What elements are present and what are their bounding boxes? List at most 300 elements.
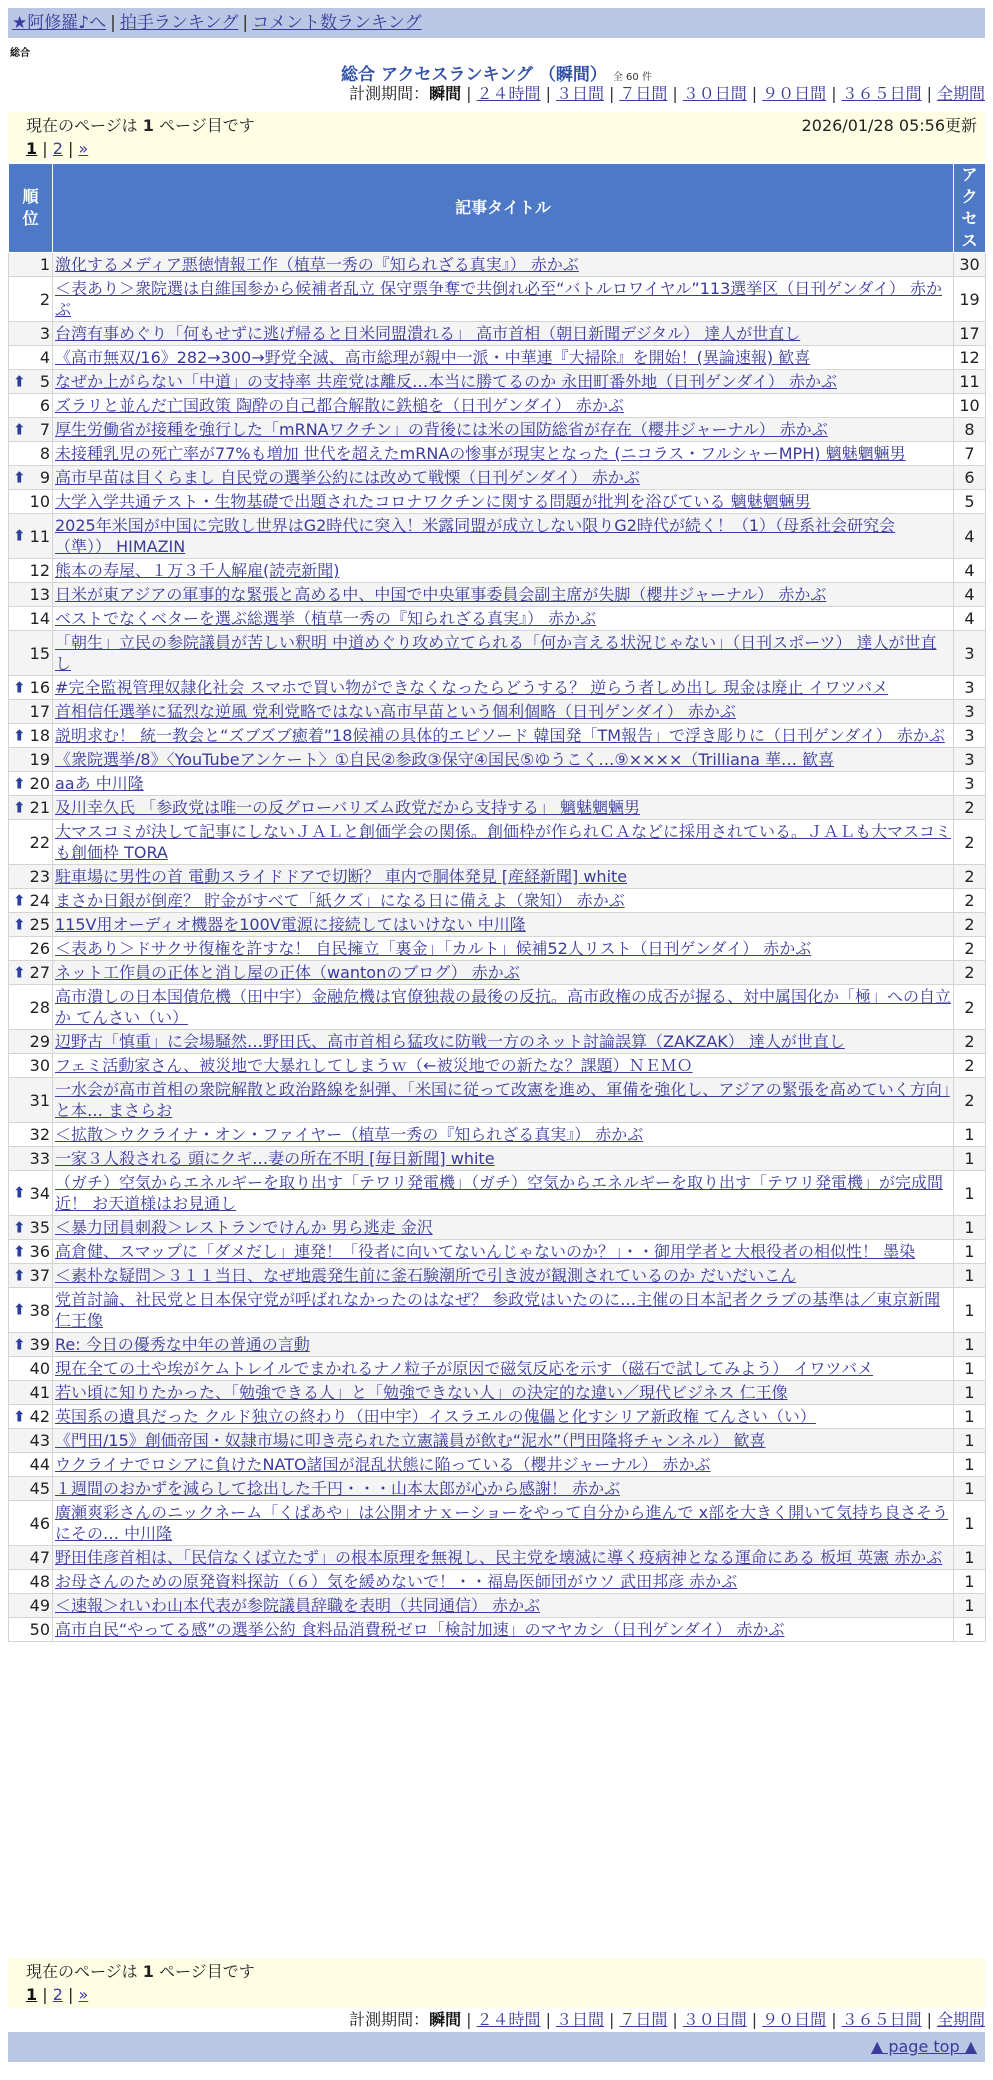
article-title-link[interactable]: ＜拡散＞ウクライナ・オン・ファイヤー（植草一秀の『知られざる真実』） 赤かぶ xyxy=(55,1125,644,1144)
table-row xyxy=(9,820,986,865)
article-title-link[interactable]: ＜素朴な疑問＞３１１当日、なぜ地震発生前に釜石験潮所で引き波が観測されているのか だいだいこん xyxy=(55,1266,797,1285)
article-title-link[interactable]: #完全監視管理奴隷化社会 スマホで買い物ができなくなったらどうする？ 逆らう者しめ出し 現金は廃止 イワツバメ xyxy=(55,678,889,697)
table-row xyxy=(9,1381,986,1405)
article-title-link[interactable]: 日米が東アジアの軍事的な緊張と高める中、中国で中央軍事委員会副主席が失脚（櫻井ジャーナル） 赤かぶ xyxy=(55,585,827,604)
article-title-link[interactable]: 野田佳彦首相は、「民信なくば立たず」の根本原理を無視し、民主党を壊滅に導く疫病神となる運命にある 板垣 英憲 赤かぶ xyxy=(55,1548,943,1567)
article-title-link[interactable]: aaあ 中川隆 xyxy=(55,774,144,793)
top-nav-applause-ranking-link[interactable]: 拍手ランキング xyxy=(119,13,239,33)
access-cell: 2 xyxy=(954,1030,986,1054)
period-sep: | xyxy=(751,2010,758,2029)
table-row xyxy=(9,466,986,490)
page-info-bottom xyxy=(8,1958,985,2008)
rank-cell xyxy=(9,913,53,937)
item-count: 全 60 件 xyxy=(612,72,652,83)
title-cell xyxy=(53,277,954,322)
title-cell xyxy=(53,985,954,1030)
period-sep: | xyxy=(831,2010,837,2029)
article-title-link[interactable]: 高市早苗は目くらまし 自民党の選挙公約には改めて戦慄（日刊ゲンダイ） 赤かぶ xyxy=(55,468,640,487)
title-cell xyxy=(53,937,954,961)
table-row xyxy=(9,277,986,322)
article-title-link[interactable]: 及川幸久氏 「参政党は唯一の反グローバリズム政党だから支持する」 魑魅魍魎男 xyxy=(55,798,641,817)
article-title-link[interactable]: 高市潰しの日本国債危機（田中宇）金融危機は官僚独裁の最後の反抗。高市政権の成否が握る、対中属国化か「極」への自立か てんさい（い） xyxy=(55,987,952,1027)
page-info-number: 1 xyxy=(142,116,154,135)
page-info-line xyxy=(26,1960,967,1983)
rank-number: 47 xyxy=(29,1548,50,1567)
table-row xyxy=(9,676,986,700)
title-cell xyxy=(53,631,954,676)
up-arrow-icon: ⬆ xyxy=(13,726,26,744)
rank-cell xyxy=(9,1429,53,1453)
rank-cell xyxy=(9,1240,53,1264)
article-title-link[interactable]: ＜暴力団員刺殺＞レストランでけんか 男ら逃走 金沢 xyxy=(55,1218,433,1237)
access-cell: 6 xyxy=(954,466,986,490)
title-cell xyxy=(53,253,954,277)
rank-cell xyxy=(9,1405,53,1429)
article-title-link[interactable]: ＜速報＞れいわ山本代表が参院議員辞職を表明（共同通信） 赤かぶ xyxy=(55,1596,541,1615)
article-title-link[interactable]: 《高市無双/16》282→300→野党全滅、高市総理が親中一派・中華連『大掃除』を開始！(異論速報) 歓喜 xyxy=(55,348,811,367)
table-row xyxy=(9,583,986,607)
up-arrow-icon: ⬆ xyxy=(13,891,26,909)
table-row xyxy=(9,1264,986,1288)
article-title-link[interactable]: 廣瀬爽彩さんのニックネーム「くぱあや」は公開オナｘーショーをやって自分から進んで x部を大きく開いて気持ち良さそうにその… 中川隆 xyxy=(55,1503,949,1543)
page-link[interactable]: » xyxy=(78,139,89,158)
period-label: 計測期間： xyxy=(349,2010,430,2029)
article-title-link[interactable]: 熊本の寿屋、１万３千人解雇(読売新聞) xyxy=(55,561,340,580)
rank-number: 5 xyxy=(39,372,50,391)
up-arrow-icon: ⬆ xyxy=(13,798,26,816)
table-row xyxy=(9,607,986,631)
rank-cell xyxy=(9,277,53,322)
table-row xyxy=(9,418,986,442)
rank-number: 38 xyxy=(29,1300,50,1320)
access-cell: 8 xyxy=(954,418,986,442)
table-row xyxy=(9,1240,986,1264)
title-cell xyxy=(53,583,954,607)
access-cell: 4 xyxy=(954,559,986,583)
access-cell: 2 xyxy=(954,796,986,820)
rank-cell xyxy=(9,676,53,700)
article-title-link[interactable]: 首相信任選挙に猛烈な逆風 党利党略ではない高市早苗という個利個略（日刊ゲンダイ） 赤かぶ xyxy=(55,702,736,721)
up-arrow-icon: ⬆ xyxy=(13,420,26,438)
access-cell: 1 xyxy=(954,1264,986,1288)
up-arrow-icon: ⬆ xyxy=(13,372,26,390)
table-row xyxy=(9,748,986,772)
table-row xyxy=(9,1216,986,1240)
rank-cell xyxy=(9,370,53,394)
rank-cell xyxy=(9,490,53,514)
period-option-link[interactable]: ２４時間 xyxy=(476,2010,541,2029)
page-title xyxy=(0,60,993,85)
article-title-link[interactable]: 115V用オーディオ機器を100V電源に接続してはいけない 中川隆 xyxy=(55,915,526,934)
rank-cell xyxy=(9,1501,53,1546)
period-sep: | xyxy=(751,84,758,103)
period-option-link[interactable]: ３日間 xyxy=(555,2010,604,2029)
rank-number: 46 xyxy=(29,1513,50,1533)
page-link[interactable]: » xyxy=(78,1985,89,2004)
nav-sep: | xyxy=(242,13,249,33)
page-info-suffix: ページ目です xyxy=(159,1962,255,1981)
article-title-link[interactable]: 一家３人殺される 頭にクギ…妻の所在不明 [毎日新聞] white xyxy=(55,1149,495,1168)
rank-cell xyxy=(9,583,53,607)
article-title-link[interactable]: なぜか上がらない「中道」の支持率 共産党は離反…本当に勝てるのか 永田町番外地（日刊ゲンダイ） 赤かぶ xyxy=(55,372,837,391)
title-cell xyxy=(53,1570,954,1594)
table-row xyxy=(9,631,986,676)
title-cell xyxy=(53,1477,954,1501)
article-title-link[interactable]: ウクライナでロシアに負けたNATO諸国が混乱状態に陥っている（櫻井ジャーナル） 赤かぶ xyxy=(55,1455,711,1474)
header-access: アクセス xyxy=(954,164,986,253)
article-title-link[interactable]: 若い頃に知りたかった、「勉強できる人」と「勉強できない人」の決定的な違い／現代ビジネス 仁王像 xyxy=(55,1383,788,1402)
ranking-header-row xyxy=(9,164,986,253)
period-selector-top xyxy=(349,84,985,104)
rank-cell xyxy=(9,1453,53,1477)
article-title-link[interactable]: 英国系の遺具だった クルド独立の終わり（田中宇）イスラエルの傀儡と化すシリア新政権 てんさい（い） xyxy=(55,1407,816,1426)
page-info-suffix: ページ目です xyxy=(159,116,255,135)
title-cell xyxy=(53,442,954,466)
up-arrow-icon: ⬆ xyxy=(13,915,26,933)
rank-cell xyxy=(9,346,53,370)
up-arrow-icon: ⬆ xyxy=(13,468,26,486)
article-title-link[interactable]: １週間のおかずを減らして捻出した千円・・・山本太郎が心から感謝！ 赤かぶ xyxy=(55,1479,621,1498)
title-cell xyxy=(53,1264,954,1288)
article-title-link[interactable]: Re: 今日の優秀な中年の普通の言動 xyxy=(55,1335,310,1354)
rank-number: 1 xyxy=(39,255,50,274)
rank-cell xyxy=(9,772,53,796)
title-cell xyxy=(53,748,954,772)
title-cell xyxy=(53,490,954,514)
table-row xyxy=(9,442,986,466)
table-row xyxy=(9,1405,986,1429)
article-title-link[interactable]: 2025年米国が中国に完敗し世界はG2時代に突入！米露同盟が成立しない限りG2時代が続く！（1）（母系社会研究会（準）） HIMAZIN xyxy=(55,516,896,556)
title-cell xyxy=(53,514,954,559)
period-sep: | xyxy=(926,2010,932,2029)
access-cell: 2 xyxy=(954,1054,986,1078)
rank-number: 22 xyxy=(29,832,50,852)
period-option-link[interactable]: ３０日間 xyxy=(682,2010,747,2029)
article-title-link[interactable]: 党首討論、社民党と日本保守党が呼ばれなかったのはなぜ？ 参政党はいたのに…主催の日本記者クラブの基準は／東京新聞 仁王像 xyxy=(55,1290,941,1330)
title-cell xyxy=(53,370,954,394)
article-title-link[interactable]: フェミ活動家さん、被災地で大暴れしてしまうｗ（←被災地での新たな？課題）ＮＥＭＯ xyxy=(55,1056,693,1075)
page-link[interactable]: 2 xyxy=(52,1985,63,2004)
period-option-link[interactable]: ３日間 xyxy=(555,84,604,103)
period-sep: | xyxy=(466,84,472,103)
rank-cell xyxy=(9,1570,53,1594)
access-cell: 2 xyxy=(954,985,986,1030)
access-cell: 1 xyxy=(954,1381,986,1405)
rank-number: 36 xyxy=(29,1242,50,1261)
table-row xyxy=(9,1171,986,1216)
rank-cell xyxy=(9,514,53,559)
page-top-link[interactable]: ▲ page top ▲ xyxy=(870,2037,977,2056)
rank-cell xyxy=(9,1264,53,1288)
rank-cell xyxy=(9,442,53,466)
article-title-link[interactable]: ネット工作員の正体と消し屋の正体（wantonのブログ） 赤かぶ xyxy=(55,963,520,982)
article-title-link[interactable]: 辺野古「慎重」に会場騒然…野田氏、高市首相ら猛攻に防戦一方のネット討論誤算（ZAKZAK） 達人が世直し xyxy=(55,1032,845,1051)
rank-number: 35 xyxy=(29,1218,50,1237)
article-title-link[interactable]: 現在全ての土や埃がケムトレイルでまかれるナノ粒子が原因で磁気反応を示す（磁石で試してみよう） イワツバメ xyxy=(55,1359,874,1378)
article-title-link[interactable]: （ガチ）空気からエネルギーを取り出す「テワリ発電機」（ガチ）空気からエネルギーを取り出す「テワリ発電機」が完成間近！ お天道様はお見通し xyxy=(55,1173,944,1213)
period-option-link[interactable]: ３６５日間 xyxy=(841,84,922,103)
up-arrow-icon: ⬆ xyxy=(13,1300,26,1319)
access-cell: 2 xyxy=(954,820,986,865)
period-label: 計測期間： xyxy=(349,84,430,103)
access-cell: 17 xyxy=(954,322,986,346)
access-cell: 30 xyxy=(954,253,986,277)
access-cell: 1 xyxy=(954,1288,986,1333)
rank-number: 44 xyxy=(29,1455,50,1474)
rank-number: 26 xyxy=(29,939,50,958)
page-title-text: 総合 アクセスランキング （瞬間） xyxy=(341,65,607,85)
title-cell xyxy=(53,1546,954,1570)
access-cell: 19 xyxy=(954,277,986,322)
rank-cell xyxy=(9,937,53,961)
top-nav-comment-ranking-link[interactable]: コメント数ランキング xyxy=(252,13,422,33)
article-title-link[interactable]: 説明求む！ 統一教会と“ズブズブ癒着”18候補の具体的エピソード 韓国発「TM報告」で浮き彫りに（日刊ゲンダイ） 赤かぶ xyxy=(55,726,945,745)
rank-number: 19 xyxy=(29,750,50,769)
rank-number: 28 xyxy=(29,997,50,1017)
rank-number: 9 xyxy=(39,468,50,487)
title-cell xyxy=(53,1030,954,1054)
access-cell: 1 xyxy=(954,1477,986,1501)
rank-number: 27 xyxy=(29,963,50,982)
period-option-link[interactable]: ７日間 xyxy=(619,2010,668,2029)
rank-cell xyxy=(9,865,53,889)
footer-bar xyxy=(8,2032,985,2062)
access-cell: 1 xyxy=(954,1240,986,1264)
rank-number: 43 xyxy=(29,1431,50,1450)
access-cell: 5 xyxy=(954,490,986,514)
article-title-link[interactable]: 駐車場に男性の首 電動スライドドアで切断？ 車内で胴体発見 [産経新聞] white xyxy=(55,867,628,886)
title-cell xyxy=(53,1123,954,1147)
article-title-link[interactable]: 未接種乳児の死亡率が77%も増加 世代を超えたmRNAの惨事が現実となった (ニコラス・フルシャーMPH) 魑魅魍魎男 xyxy=(55,444,906,463)
table-row xyxy=(9,889,986,913)
rank-cell xyxy=(9,724,53,748)
access-cell: 2 xyxy=(954,961,986,985)
title-cell xyxy=(53,559,954,583)
rank-number: 30 xyxy=(29,1056,50,1075)
table-row xyxy=(9,1618,986,1642)
title-cell xyxy=(53,889,954,913)
rank-number: 8 xyxy=(39,444,50,463)
access-cell: 1 xyxy=(954,1147,986,1171)
rank-number: 39 xyxy=(29,1335,50,1354)
title-cell xyxy=(53,1054,954,1078)
rank-cell xyxy=(9,394,53,418)
title-cell xyxy=(53,1147,954,1171)
updated-timestamp: 2026/01/28 05:56更新 xyxy=(801,116,977,135)
title-cell xyxy=(53,1594,954,1618)
access-cell: 4 xyxy=(954,514,986,559)
article-title-link[interactable]: 大学入学共通テスト・生物基礎で出題されたコロナワクチンに関する問題が批判を浴びている 魑魅魍魎男 xyxy=(55,492,811,511)
rank-number: 50 xyxy=(29,1620,50,1639)
period-option-link[interactable]: ３０日間 xyxy=(682,84,747,103)
rank-cell xyxy=(9,1333,53,1357)
access-cell: 1 xyxy=(954,1570,986,1594)
top-nav-asyura-link[interactable]: ★阿修羅♪へ xyxy=(12,13,107,33)
rank-number: 29 xyxy=(29,1032,50,1051)
rank-cell xyxy=(9,1381,53,1405)
article-title-link[interactable]: 《門田/15》創価帝国・奴隷市場に叩き売られた立憲議員が飲む“泥水”（門田隆将チャンネル） 歓喜 xyxy=(55,1431,766,1450)
ranking-body xyxy=(9,253,986,1642)
rank-cell xyxy=(9,322,53,346)
title-cell xyxy=(53,1618,954,1642)
article-title-link[interactable]: ズラリと並んだ亡国政策 陶酔の自己都合解散に鉄槌を（日刊ゲンダイ） 赤かぶ xyxy=(55,396,624,415)
table-row xyxy=(9,1357,986,1381)
period-option-link[interactable]: ９０日間 xyxy=(762,84,827,103)
title-cell xyxy=(53,865,954,889)
article-title-link[interactable]: ＜表あり＞衆院選は自維国参から候補者乱立 保守票争奪で共倒れ必至“バトルロワイヤル”113選挙区（日刊ゲンダイ） 赤かぶ xyxy=(55,279,943,319)
period-option-current: 瞬間 xyxy=(429,84,462,103)
access-cell: 4 xyxy=(954,607,986,631)
title-cell xyxy=(53,607,954,631)
rank-number: 32 xyxy=(29,1125,50,1144)
article-title-link[interactable]: お母さんのための原発資料探訪（６）気を緩めないで！・・福島医師団がウソ 武田邦彦 赤かぶ xyxy=(55,1572,738,1591)
title-cell xyxy=(53,724,954,748)
table-row xyxy=(9,322,986,346)
table-row xyxy=(9,724,986,748)
title-cell xyxy=(53,1405,954,1429)
pagination: 1 | 2 | » xyxy=(26,139,89,158)
access-cell: 12 xyxy=(954,346,986,370)
access-cell: 1 xyxy=(954,1123,986,1147)
table-row xyxy=(9,1054,986,1078)
rank-number: 20 xyxy=(29,774,50,793)
period-option-link[interactable]: ７日間 xyxy=(619,84,668,103)
rank-number: 42 xyxy=(29,1407,50,1426)
period-sep: | xyxy=(608,84,615,103)
period-sep: | xyxy=(926,84,932,103)
up-arrow-icon: ⬆ xyxy=(13,526,26,545)
period-sep: | xyxy=(466,2010,472,2029)
access-cell: 2 xyxy=(954,889,986,913)
nav-sep: | xyxy=(110,13,116,33)
period-option-link[interactable]: ９０日間 xyxy=(762,2010,827,2029)
period-sep: | xyxy=(672,2010,678,2029)
rank-number: 41 xyxy=(29,1383,50,1402)
table-row xyxy=(9,937,986,961)
period-sep: | xyxy=(608,2010,615,2029)
rank-number: 21 xyxy=(29,798,50,817)
period-sep: | xyxy=(831,84,837,103)
rank-number: 49 xyxy=(29,1596,50,1615)
access-cell: 3 xyxy=(954,724,986,748)
article-title-link[interactable]: ベストでなくベターを選ぶ総選挙（植草一秀の『知られざる真実』） 赤かぶ xyxy=(55,609,597,628)
table-row xyxy=(9,253,986,277)
rank-cell xyxy=(9,1054,53,1078)
page-link[interactable]: 2 xyxy=(52,139,63,158)
page-info-prefix: 現在のページは xyxy=(26,1962,138,1981)
header-title: 記事タイトル xyxy=(53,164,954,253)
article-title-link[interactable]: 大マスコミが決して記事にしないＪＡＬと創価学会の関係。創価枠が作られＣＡなどに採用されている。ＪＡＬも大マスコミも創価枠 TORA xyxy=(55,822,952,862)
up-arrow-icon: ⬆ xyxy=(13,678,26,696)
rank-cell xyxy=(9,1357,53,1381)
period-option-link[interactable]: 全期間 xyxy=(936,2010,985,2029)
period-option-link[interactable]: ２４時間 xyxy=(476,84,541,103)
rank-cell xyxy=(9,1594,53,1618)
access-cell: 1 xyxy=(954,1453,986,1477)
table-row xyxy=(9,1546,986,1570)
rank-cell xyxy=(9,1546,53,1570)
article-title-link[interactable]: 《衆院選挙/8》〈YouTubeアンケート〉①自民②参政③保守④国民⑤ゆうこく…⑨××××（Trilliana 華… 歓喜 xyxy=(55,750,835,769)
period-selector-bottom xyxy=(349,2010,985,2030)
title-cell xyxy=(53,700,954,724)
title-cell xyxy=(53,322,954,346)
table-row xyxy=(9,1594,986,1618)
rank-cell xyxy=(9,607,53,631)
table-row xyxy=(9,346,986,370)
rank-number: 48 xyxy=(29,1572,50,1591)
article-title-link[interactable]: 高倉健、スマップに「ダメだし」連発！「役者に向いてないんじゃないのか？」・・御用学者と大根役者の相似性！ 墨染 xyxy=(55,1242,916,1261)
rank-number: 17 xyxy=(29,702,50,721)
title-cell xyxy=(53,1381,954,1405)
access-cell: 3 xyxy=(954,748,986,772)
access-cell: 3 xyxy=(954,676,986,700)
rank-number: 23 xyxy=(29,867,50,886)
title-cell xyxy=(53,1288,954,1333)
table-row xyxy=(9,1501,986,1546)
access-cell: 3 xyxy=(954,631,986,676)
access-cell: 7 xyxy=(954,442,986,466)
table-row xyxy=(9,370,986,394)
period-option-link[interactable]: ３６５日間 xyxy=(841,2010,922,2029)
access-cell: 10 xyxy=(954,394,986,418)
rank-number: 18 xyxy=(29,726,50,745)
access-cell: 1 xyxy=(954,1501,986,1546)
page-current: 1 xyxy=(26,139,38,158)
article-title-link[interactable]: 厚生労働省が接種を強行した「mRNAワクチン」の背後には米の国防総省が存在（櫻井ジャーナル） 赤かぶ xyxy=(55,420,828,439)
title-cell xyxy=(53,1501,954,1546)
article-title-link[interactable]: まさか日銀が倒産？ 貯金がすべて「紙クズ」になる日に備えよ（衆知） 赤かぶ xyxy=(55,891,625,910)
access-cell: 1 xyxy=(954,1618,986,1642)
rank-number: 11 xyxy=(29,526,50,546)
up-arrow-icon: ⬆ xyxy=(13,774,26,792)
access-cell: 3 xyxy=(954,772,986,796)
table-row xyxy=(9,913,986,937)
category-label: 総合 xyxy=(10,48,30,59)
table-row xyxy=(9,1030,986,1054)
rank-number: 37 xyxy=(29,1266,50,1285)
rank-number: 16 xyxy=(29,678,50,697)
article-title-link[interactable]: ＜表あり＞ドサクサ復権を許すな！ 自民擁立「裏金」「カルト」候補52人リスト（日刊ゲンダイ） 赤かぶ xyxy=(55,939,812,958)
table-row xyxy=(9,1288,986,1333)
article-title-link[interactable]: 台湾有事めぐり「何もせずに逃げ帰ると日米同盟潰れる」 高市首相（朝日新聞デジタル） 達人が世直し xyxy=(55,324,801,343)
period-sep: | xyxy=(545,2010,551,2029)
access-cell: 1 xyxy=(954,1594,986,1618)
rank-cell xyxy=(9,631,53,676)
table-row xyxy=(9,961,986,985)
rank-cell xyxy=(9,1216,53,1240)
up-arrow-icon: ⬆ xyxy=(13,1266,26,1284)
up-arrow-icon: ⬆ xyxy=(13,1242,26,1260)
pagination: 1 | 2 | » xyxy=(26,1985,89,2004)
title-cell xyxy=(53,1333,954,1357)
rank-number: 12 xyxy=(29,561,50,580)
access-cell: 1 xyxy=(954,1429,986,1453)
article-title-link[interactable]: 高市自民“やってる感”の選挙公約 食料品消費税ゼロ「検討加速」のマヤカシ（日刊ゲンダイ） 赤かぶ xyxy=(55,1620,785,1639)
rank-number: 31 xyxy=(29,1090,50,1110)
article-title-link[interactable]: 激化するメディア悪徳情報工作（植草一秀の『知られざる真実』） 赤かぶ xyxy=(55,255,579,274)
title-cell xyxy=(53,1429,954,1453)
rank-number: 24 xyxy=(29,891,50,910)
rank-number: 34 xyxy=(29,1183,50,1203)
period-option-link[interactable]: 全期間 xyxy=(936,84,985,103)
rank-cell xyxy=(9,1618,53,1642)
rank-number: 10 xyxy=(29,492,50,511)
page-info-top xyxy=(8,112,985,162)
article-title-link[interactable]: 一水会が高市首相の衆院解散と政治路線を糾弾、「米国に従って改憲を進め、軍備を強化し、アジアの緊張を高めていく方向」と本… まさらお xyxy=(55,1080,950,1120)
title-cell xyxy=(53,418,954,442)
article-title-link[interactable]: 「朝生」立民の参院議員が苦しい釈明 中道めぐり攻め立てられる「何か言える状況じゃない」（日刊スポーツ） 達人が世直し xyxy=(55,633,937,673)
rank-cell xyxy=(9,466,53,490)
